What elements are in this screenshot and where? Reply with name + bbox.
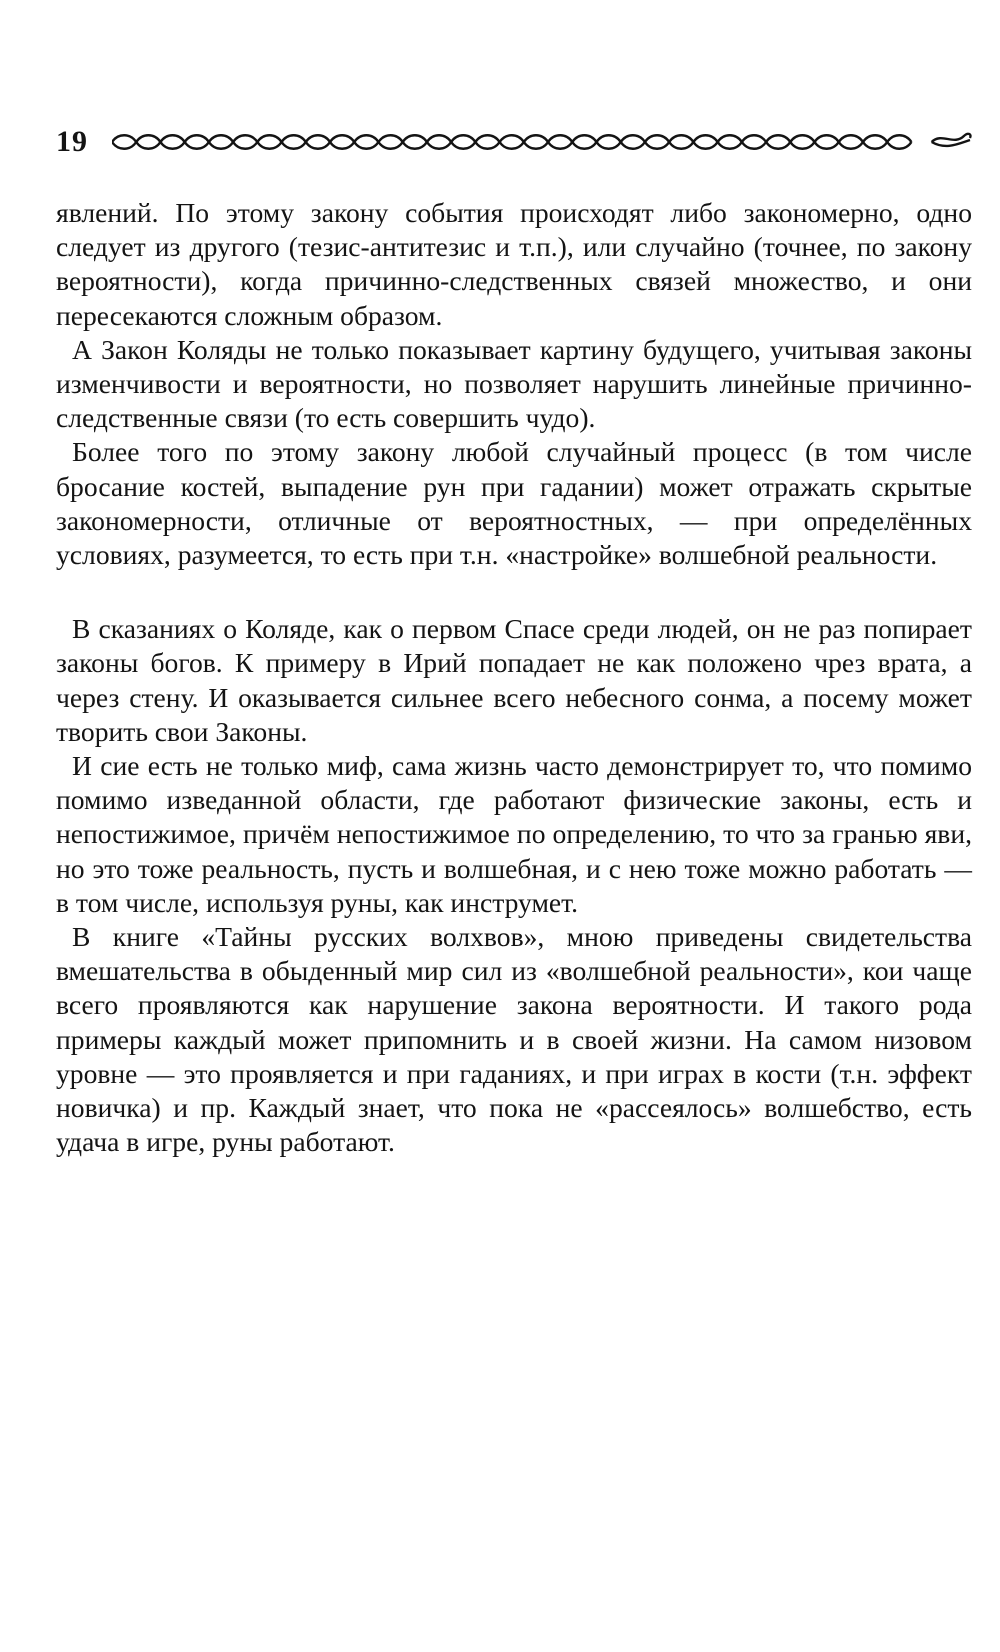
book-page — [56, 118, 972, 1159]
body-text — [56, 196, 972, 1159]
paragraph-4: В сказаниях о Коляде, как о первом Спасе среди людей, он не раз попирает законы богов. К примеру в Ирий попадает не как положено чрез врата, а через стену. И оказывается сильнее всего небесного сонма, а посему может творить свои Законы. — [56, 613, 972, 747]
paragraph-5: И сие есть не только миф, сама жизнь часто демонстрирует то, что помимо помимо изведанной области, где работают физические законы, есть и непостижимое, причём непостижимое по определению, то что за гранью яви, но это тоже реальность, пусть и волшебная, и с нею тоже можно работать — в том числе, используя руны, как инструмет. — [56, 750, 972, 918]
page-number: 19 — [56, 125, 88, 158]
paragraph-6: В книге «Тайны русских волхвов», мною приведены свидетельства вмешательства в обыденный мир сил из «волшебной реальности», кои чаще всего проявляются как нарушение закона вероятности. И такого рода примеры каждый может припомнить и в своей жизни. На самом низовом уровне — это проявляется и при гаданиях, и при играх в кости (т.н. эффект новичка) и пр. Каждый знает, что пока не «рассеялось» волшебство, есть удача в игре, руны работают. — [56, 921, 972, 1158]
rope-ornament-icon — [112, 128, 972, 156]
page-header — [56, 118, 972, 166]
paragraph-3: Более того по этому закону любой случайный процесс (в том числе бросание костей, выпадение рун при гадании) может отражать скрытые закономерности, отличные от вероятностных, — при определённых условиях, разумеется, то есть при т.н. «настройке» волшебной реальности. — [56, 436, 972, 571]
paragraph-1: явлений. По этому закону события происходят либо закономерно, одно следует из другого (тезис-антитезис и т.п.), или случайно (точнее, по закону вероятности), когда причинно-следственных связей множество, и они пересекаются сложным образом. — [56, 197, 972, 331]
paragraph-2: А Закон Коляды не только показывает картину будущего, учитывая законы изменчивости и вероятности, но позволяет нарушить линейные причинно-следственные связи (то есть совершить чудо). — [56, 333, 972, 434]
